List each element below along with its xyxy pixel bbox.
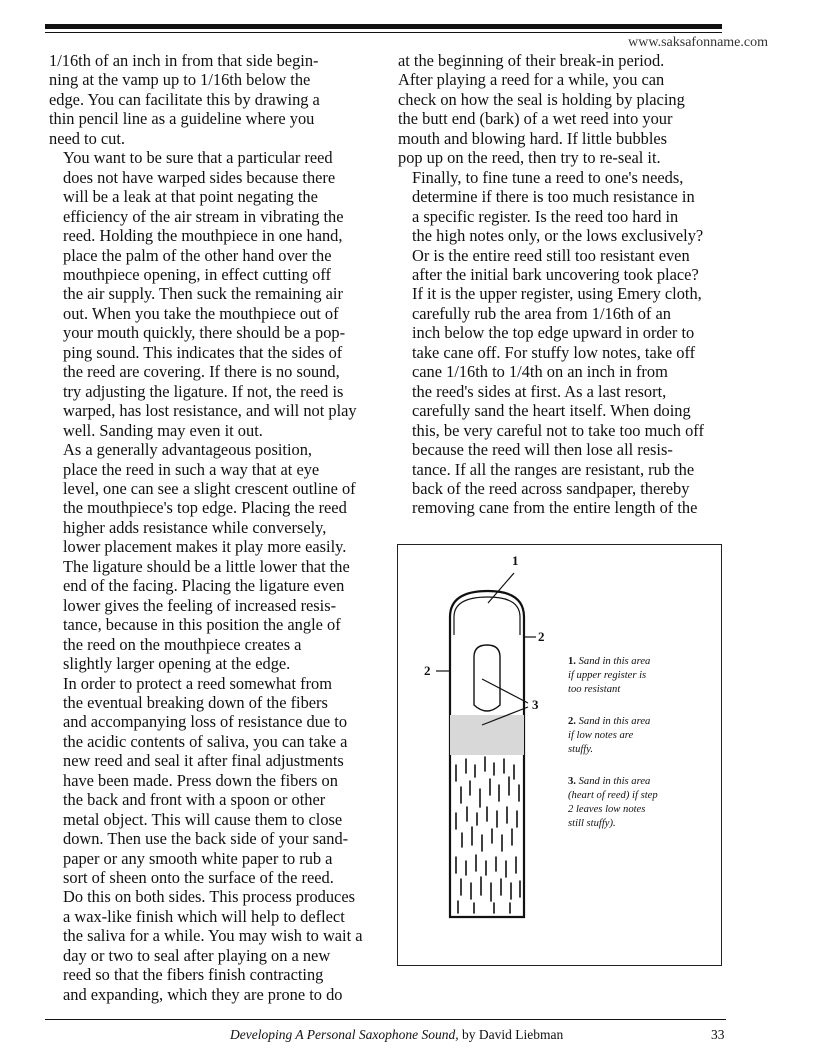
text-line: sort of sheen onto the surface of the reed. — [63, 868, 334, 888]
text-line: the reed's sides at first. As a last resort, — [412, 381, 667, 401]
text-line: carefully rub the area from 1/16th of an — [412, 303, 671, 323]
callout-2-left: 2 — [424, 663, 431, 678]
text-line: You want to be sure that a particular reed — [63, 148, 333, 168]
caption-1-number: 1. — [568, 656, 576, 667]
text-line: cane 1/16th to 1/4th on an inch in from — [412, 362, 668, 382]
text-line: and expanding, which they are prone to do — [63, 984, 343, 1004]
text-line: the saliva for a while. You may wish to wait a — [63, 926, 363, 946]
text-line: a wax-like finish which will help to deflect — [63, 906, 345, 926]
text-line: have been made. Press down the fibers on — [63, 770, 338, 790]
text-line: the air supply. Then suck the remaining air — [63, 284, 343, 304]
caption-1 — [568, 655, 650, 697]
text-line: your mouth quickly, there should be a pop- — [63, 323, 346, 343]
caption-2-line-3: stuffy. — [568, 744, 594, 755]
text-line: the back and front with a spoon or other — [63, 790, 326, 810]
paragraph — [49, 674, 375, 1005]
text-line: efficiency of the air stream in vibrating the — [63, 206, 344, 226]
text-line: removing cane from the entire length of the — [412, 498, 698, 518]
text-line: tance, because in this position the angle of — [63, 615, 341, 635]
text-line: In order to protect a reed somewhat from — [63, 673, 332, 693]
text-line: the acidic contents of saliva, you can take a — [63, 731, 348, 751]
caption-3-line-1: Sand in this area — [578, 776, 651, 787]
footer-byline: by David Liebman — [458, 1027, 564, 1042]
reed-diagram — [398, 545, 721, 965]
text-line: lower placement makes it play more easily. — [63, 537, 347, 557]
reed-vamp-shading — [450, 715, 524, 755]
text-line: Do this on both sides. This process produces — [63, 887, 355, 907]
text-line: does not have warped sides because there — [63, 167, 336, 187]
text-line: down. Then use the back side of your sand- — [63, 829, 349, 849]
caption-1-line-2: if upper register is — [568, 670, 647, 681]
callout-3: 3 — [532, 697, 539, 712]
left-text-column — [49, 51, 375, 1004]
text-line: will be a leak at that point negating the — [63, 187, 318, 207]
caption-3-line-4: still stuffy). — [568, 818, 616, 829]
text-line: carefully sand the heart itself. When doing — [412, 401, 691, 421]
text-line: ning at the vamp up to 1/16th below the — [49, 70, 311, 90]
text-line: this, be very careful not to take too much off — [412, 420, 704, 440]
text-line: the high notes only, or the lows exclusively? — [412, 226, 704, 246]
text-line: the reed on the mouthpiece creates a — [63, 634, 302, 654]
text-line: Finally, to fine tune a reed to one's needs, — [412, 167, 684, 187]
text-line: As a generally advantageous position, — [63, 440, 312, 460]
caption-3 — [568, 775, 658, 831]
caption-1-line-3: too resistant — [568, 684, 621, 695]
watermark: www.saksafonname.com — [628, 35, 768, 50]
callout-1: 1 — [512, 553, 519, 568]
paragraph — [49, 148, 375, 440]
text-line: edge. You can facilitate this by drawing a — [49, 89, 320, 109]
text-line: level, one can see a slight crescent outline of — [63, 478, 356, 498]
text-line: reed. Holding the mouthpiece in one hand, — [63, 226, 343, 246]
text-line: reed so that the fibers finish contracting — [63, 965, 324, 985]
text-line: paper or any smooth white paper to rub a — [63, 848, 333, 868]
right-text-column — [398, 51, 724, 518]
text-line: inch below the top edge upward in order to — [412, 323, 695, 343]
text-line: and accompanying loss of resistance due to — [63, 712, 348, 732]
text-line: pop up on the reed, then try to re-seal it. — [398, 148, 661, 168]
text-line: back of the reed across sandpaper, thereby — [412, 478, 690, 498]
footer-book-title — [230, 1027, 563, 1043]
paragraph — [49, 51, 375, 148]
text-line: the butt end (bark) of a wet reed into your — [398, 109, 673, 129]
text-line: place the palm of the other hand over the — [63, 245, 332, 265]
text-line: try adjusting the ligature. If not, the reed is — [63, 381, 344, 401]
text-line: After playing a reed for a while, you can — [398, 70, 665, 90]
text-line: new reed and seal it after final adjustments — [63, 751, 344, 771]
text-line: place the reed in such a way that at eye — [63, 459, 320, 479]
text-line: well. Sanding may even it out. — [63, 420, 263, 440]
text-line: the mouthpiece's top edge. Placing the reed — [63, 498, 347, 518]
text-line: at the beginning of their break-in period. — [398, 51, 665, 70]
reed-diagram-figure — [397, 544, 722, 966]
text-line: after the initial bark uncovering took place? — [412, 264, 699, 284]
text-line: warped, has lost resistance, and will not play — [63, 401, 357, 421]
caption-2-number: 2. — [568, 716, 576, 727]
caption-1-line-1: Sand in this area — [578, 656, 651, 667]
page-number: 33 — [711, 1027, 725, 1042]
text-line: thin pencil line as a guideline where you — [49, 109, 315, 129]
text-line: slightly larger opening at the edge. — [63, 654, 291, 674]
text-line: metal object. This will cause them to close — [63, 809, 343, 829]
text-line: 1/16th of an inch in from that side begin- — [49, 51, 319, 70]
footer-rule — [45, 1019, 726, 1020]
text-line: mouthpiece opening, in effect cutting off — [63, 264, 331, 284]
text-line: end of the facing. Placing the ligature even — [63, 576, 345, 596]
text-line: because the reed will then lose all resis- — [412, 440, 673, 460]
caption-2-line-2: if low notes are — [568, 730, 634, 741]
paragraph — [398, 168, 724, 518]
caption-3-line-3: 2 leaves low notes — [568, 804, 646, 815]
text-line: the reed are covering. If there is no sound, — [63, 362, 340, 382]
text-line: Or is the entire reed still too resistant even — [412, 245, 690, 265]
text-line: day or two to seal after playing on a new — [63, 945, 331, 965]
text-line: tance. If all the ranges are resistant, rub the — [412, 459, 695, 479]
text-line: a specific register. Is the reed too hard in — [412, 206, 679, 226]
caption-2 — [568, 715, 650, 757]
text-line: The ligature should be a little lower that the — [63, 556, 350, 576]
caption-3-number: 3. — [568, 776, 576, 787]
text-line: take cane off. For stuffy low notes, take off — [412, 342, 696, 362]
text-line: the eventual breaking down of the fibers — [63, 692, 328, 712]
paragraph — [398, 51, 724, 168]
header-rule-thick — [45, 24, 722, 29]
text-line: lower gives the feeling of increased resis- — [63, 595, 337, 615]
footer-title-italic: Developing A Personal Saxophone Sound, — [230, 1027, 459, 1042]
callout-2-right: 2 — [538, 629, 545, 644]
text-line: out. When you take the mouthpiece out of — [63, 303, 339, 323]
text-line: determine if there is too much resistance in — [412, 187, 695, 207]
text-line: ping sound. This indicates that the sides of — [63, 342, 343, 362]
text-line: need to cut. — [49, 128, 126, 148]
text-line: If it is the upper register, using Emery cloth, — [412, 284, 702, 304]
caption-2-line-1: Sand in this area — [578, 716, 651, 727]
text-line: mouth and blowing hard. If little bubbles — [398, 128, 668, 148]
caption-3-line-2: (heart of reed) if step — [568, 790, 658, 801]
text-line: check on how the seal is holding by placing — [398, 89, 685, 109]
text-line: higher adds resistance while conversely, — [63, 517, 327, 537]
paragraph — [49, 440, 375, 673]
header-rule-thin — [45, 32, 722, 33]
